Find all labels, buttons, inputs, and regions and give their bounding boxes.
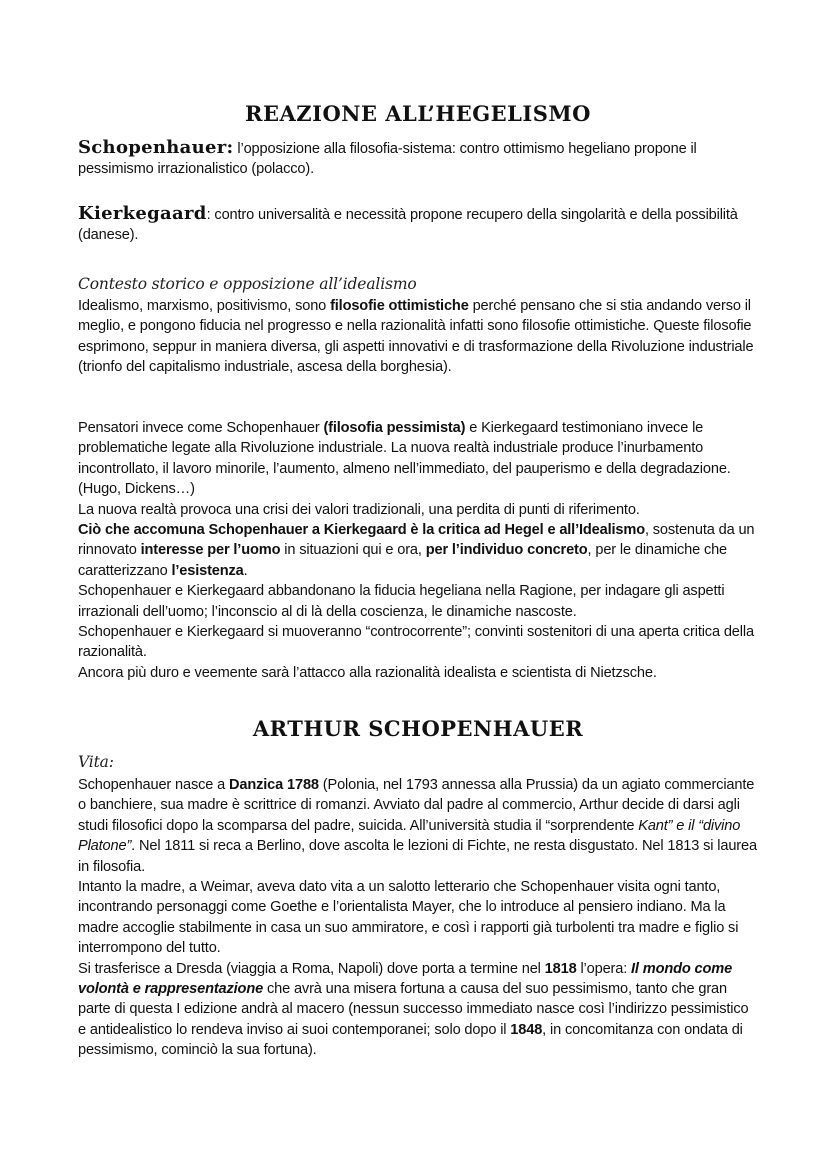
bold-span: 1848 xyxy=(510,1021,543,1038)
bold-span: 1818 xyxy=(544,960,577,977)
bold-span: l’esistenza xyxy=(171,562,244,579)
section-title-reazione: REAZIONE ALL’HEGELISMO xyxy=(245,101,591,126)
paragraph-contesto-2 xyxy=(78,418,758,683)
paragraph-nietzsche: Ancora più duro e veemente sarà l’attacco alla razionalità idealista e scientista di Nietzsche. xyxy=(78,664,657,681)
text-span: , per le dinamiche che caratterizzano xyxy=(78,542,728,579)
text-span: (Polonia, nel 1793 annessa alla Prussia) da un agiato commerciante o banchiere, sua madre è scrittrice di romanzi. Avviato dal padre al commercio, Arthur decide di darsi agli studi filosofici dopo la scomparsa del padre, suicida. All’università studia il “sorprendente xyxy=(78,777,755,834)
bold-span: interesse per l’uomo xyxy=(140,542,281,559)
text-span: l’opera: xyxy=(576,960,632,977)
bold-span: filosofie ottimistiche xyxy=(330,298,469,314)
text-span: Si trasferisce a Dresda (viaggia a Roma, Napoli) dove porta a termine nel xyxy=(78,960,545,977)
paragraph-controcorrente: Schopenhauer e Kierkegaard si muoveranno “controcorrente”; convinti sostenitori di una aperta critica della razionalità. xyxy=(78,624,754,661)
paragraph-crisi: La nuova realtà provoca una crisi dei valori tradizionali, una perdita di punti di riferimento. xyxy=(78,501,640,518)
paragraph-vita xyxy=(78,775,758,1061)
bold-span: Ciò che accomuna Schopenhauer a Kierkegaard è la critica ad Hegel e all’Idealismo xyxy=(78,522,645,539)
paragraph-dresda xyxy=(78,959,758,1061)
schopenhauer-label: Schopenhauer: xyxy=(78,137,234,158)
subheading-contesto: Contesto storico e opposizione all’idealismo xyxy=(78,275,417,293)
italic-span: Kant” e il “divino Platone” xyxy=(78,817,741,855)
paragraph-accomuna xyxy=(78,520,758,581)
text-span: . xyxy=(243,562,248,579)
text-span: . Nel 1811 si reca a Berlino, dove ascolta le lezioni di Fichte, ne resta disgustato. Nel 1813 si laurea in filosofia. xyxy=(78,838,757,875)
text-span: che avrà una misera fortuna a causa del suo pessimismo, tanto che gran parte di questa I edizione andrà al macero (nessun successo immediato nasce così l’indirizzo pessimistico e antidealistico lo rendeva inviso ai suoi contemporanei; solo dopo il xyxy=(78,981,749,1038)
kierkegaard-text: : contro universalità e necessità propone recupero della singolarità e della possibilità (danese). xyxy=(78,207,738,244)
kierkegaard-label: Kierkegaard xyxy=(78,203,207,224)
paragraph-abbandonano: Schopenhauer e Kierkegaard abbandonano la fiducia hegeliana nella Ragione, per indagare gli aspetti irrazionali dell’uomo; l’inconscio al di là della coscienza, le dinamiche nascoste. xyxy=(78,583,725,620)
section-title-schopenhauer: ARTHUR SCHOPENHAUER xyxy=(252,716,584,741)
text-span: in situazioni qui e ora, xyxy=(280,542,426,559)
schopenhauer-text: l’opposizione alla filosofia-sistema: contro ottimismo hegeliano propone il pessimismo irrazionalistico (polacco). xyxy=(78,141,697,178)
bold-span: Danzica 1788 xyxy=(229,777,319,793)
text-span: , in concomitanza con ondata di pessimismo, cominciò la sua fortuna). xyxy=(78,1021,743,1059)
text-span: , sostenuta da un rinnovato xyxy=(78,522,755,559)
text-span: Pensatori invece come Schopenhauer xyxy=(78,420,324,436)
subheading-vita: Vita: xyxy=(78,753,114,771)
paragraph-contesto-1 xyxy=(78,296,758,378)
kierkegaard-summary xyxy=(78,204,758,246)
book-title: Il mondo come volontà e rappresentazione xyxy=(78,960,733,998)
bold-span: per l’individuo concreto xyxy=(425,542,588,559)
bold-span: (filosofia pessimista) xyxy=(323,420,466,436)
text-span: Idealismo, marxismo, positivismo, sono xyxy=(78,298,331,314)
paragraph-weimar: Intanto la madre, a Weimar, aveva dato vita a un salotto letterario che Schopenhauer visita ogni tanto, incontrando personaggi come Goethe e l’orientalista Mayer, che lo introduce al pensiero indiano. Ma la madre accoglie stabilmente in casa un suo ammiratore, e così i rapporti già turbolenti tra madre e figlio si interrompono del tutto. xyxy=(78,879,739,957)
text-span: Schopenhauer nasce a xyxy=(78,777,230,793)
text-span: perché pensano che si stia andando verso il meglio, e pongono fiducia nel progresso e nella razionalità infatti sono filosofie ottimistiche. Queste filosofie esprimono, seppur in maniera diversa, gli aspetti innovativi e di trasformazione della Rivoluzione industriale (trionfo del capitalismo industriale, ascesa della borghesia). xyxy=(78,298,754,376)
text-span: e Kierkegaard testimoniano invece le problematiche legate alla Rivoluzione industriale. La nuova realtà industriale produce l’inurbamento incontrollato, il lavoro minorile, l’aumento, almeno nell’immediato, del pauperismo e della degradazione. (Hugo, Dickens…) xyxy=(78,420,731,498)
schopenhauer-summary xyxy=(78,138,758,180)
